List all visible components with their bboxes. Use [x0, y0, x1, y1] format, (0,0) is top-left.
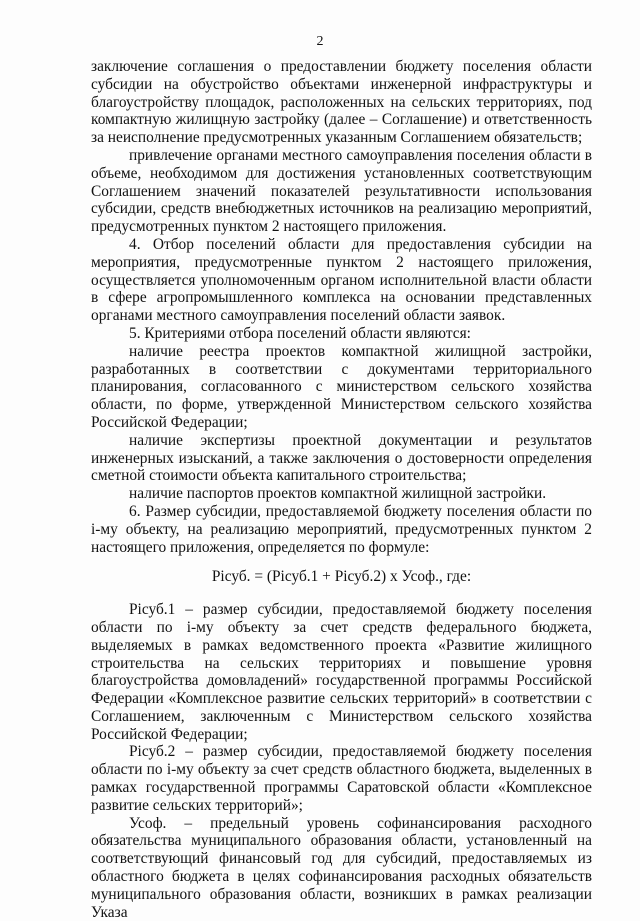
paragraph-item-6: 6. Размер субсидии, предоставляемой бюджету поселения области по i-му объекту, на реализацию мероприятий, предусмотренных пунктом 2 настоящего приложения, определяется по формуле: — [91, 502, 592, 556]
paragraph-continuation: заключение соглашения о предоставлении бюджету поселения области субсидии на обустройство объектами инженерной инфраструктуры и благоустройству площадок, расположенных на сельских территориях, под компактную жилищную застройку (далее – Соглашение) и ответственность за неисполнение предусмотренных указанным Соглашением обязательств; — [91, 58, 592, 147]
paragraph: привлечение органами местного самоуправления поселения области в объеме, необходимом для достижения установленных соответствующим Соглашением значений показателей результативности использования субсидии, средств внебюджетных источников на реализацию мероприятий, предусмотренных пунктом 2 настоящего приложения. — [91, 146, 592, 236]
paragraph-item-4: 4. Отбор поселений области для предоставления субсидии на мероприятия, предусмотренные пунктом 2 настоящего приложения, осуществляется уполномоченным органом исполнительной власти области в сфере агропромышленного комплекса на основании представленных органами местного самоуправления поселений области заявок. — [91, 235, 592, 325]
definition-paragraph: Усоф. – предельный уровень софинансирования расходного обязательства муниципального образования области, установленный на соответствующий финансовый год для субсидий, предоставляемых из областного бюджета в целях софинансирования расходных обязательств муниципального образования области, возникших в рамках реализации Указа — [91, 814, 592, 921]
definition-paragraph: Pісуб.1 – размер субсидии, предоставляемой бюджету поселения области по i-му объекту за счет средств федерального бюджета, выделяемых в рамках ведомственного проекта «Развитие жилищного строительства на сельских территориях и повышение уровня благоустройства домовладений» государственной программы Российской Федерации «Комплексное развитие сельских территорий» в соответствии с Соглашением, заключенным с Министерством сельского хозяйства Российской Федерации; — [91, 601, 592, 743]
document-body — [91, 58, 592, 921]
criterion-paragraph: наличие реестра проектов компактной жилищной застройки, разработанных в соответствии с документами территориального планирования, согласованного с министерством сельского хозяйства области, по форме, утвержденной Министерством сельского хозяйства Российской Федерации; — [91, 342, 592, 431]
definition-paragraph: Pісуб.2 – размер субсидии, предоставляемой бюджету поселения области по i-му объекту за счет средств областного бюджета, выделенных в рамках государственной программы Саратовской области «Комплексное развитие сельских территорий»; — [91, 743, 592, 814]
paragraph-item-5: 5. Критериями отбора поселений области являются: — [129, 324, 471, 342]
formula: Pісуб. = (Pісуб.1 + Pісуб.2) x Усоф., где: — [211, 568, 472, 586]
criterion-paragraph: наличие паспортов проектов компактной жилищной застройки. — [129, 485, 547, 503]
criterion-paragraph: наличие экспертизы проектной документации и результатов инженерных изысканий, а также заключения о достоверности определения сметной стоимости объекта капитального строительства; — [91, 431, 592, 485]
page-number: 2 — [316, 34, 324, 49]
